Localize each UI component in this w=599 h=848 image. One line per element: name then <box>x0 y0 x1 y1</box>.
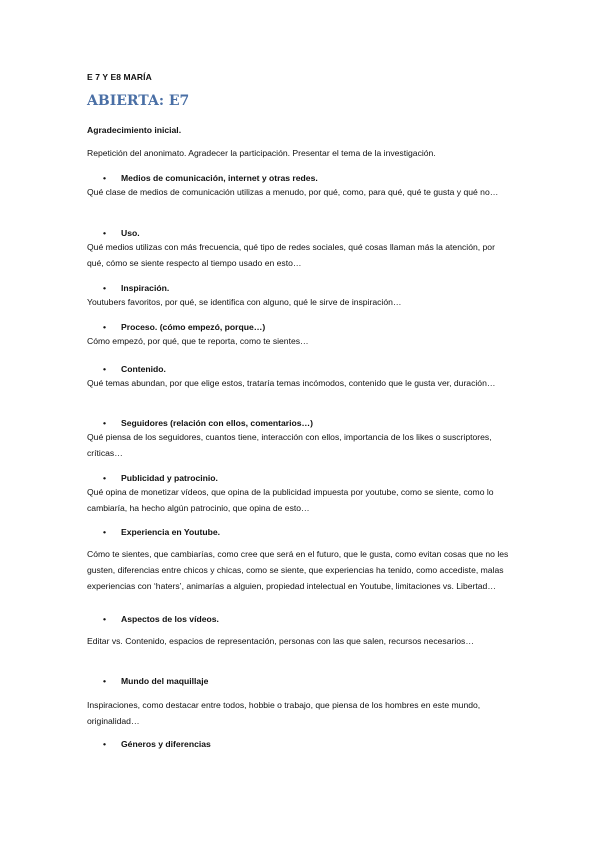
section-title: Proceso. (cómo empezó, porque…) <box>121 322 266 332</box>
section-text: Qué medios utilizas con más frecuencia, qué tipo de redes sociales, qué cosas llaman más la atención, por qué, cómo se siente respecto al tiempo usado en esto… <box>87 242 495 268</box>
section-text: Editar vs. Contenido, espacios de representación, personas con las que salen, recursos necesarios… <box>87 636 474 646</box>
section-title: Mundo del maquillaje <box>121 676 209 686</box>
intro-text: Repetición del anonimato. Agradecer la participación. Presentar el tema de la investigación. <box>87 148 436 158</box>
bullet-icon: • <box>103 173 107 183</box>
bullet-icon: • <box>103 228 107 238</box>
bullet-icon: • <box>103 614 107 624</box>
section-text: Cómo empezó, por qué, que te reporta, como te sientes… <box>87 336 309 346</box>
section-text: Qué temas abundan, por que elige estos, trataría temas incómodos, contenido que le gusta ver, duración… <box>87 378 496 388</box>
section-title: Experiencia en Youtube. <box>121 527 221 537</box>
bullet-icon: • <box>103 364 107 374</box>
bullet-icon: • <box>103 283 107 293</box>
bullet-icon: • <box>103 739 107 749</box>
section-text: Qué piensa de los seguidores, cuantos tiene, interacción con ellos, importancia de los likes o suscriptores, críticas… <box>87 432 492 458</box>
section-title: Inspiración. <box>121 283 170 293</box>
section-text: Qué opina de monetizar vídeos, que opina de la publicidad impuesta por youtube, como se siente, como lo cambiaría, ha hecho algún patrocinio, que opina de esto… <box>87 487 494 513</box>
section-title: Géneros y diferencias <box>121 739 211 749</box>
section-title: Contenido. <box>121 364 166 374</box>
intro-heading: Agradecimiento inicial. <box>87 125 182 135</box>
section-text: Inspiraciones, como destacar entre todos, hobbie o trabajo, que piensa de los hombres en este mundo, originalidad… <box>87 700 481 726</box>
bullet-icon: • <box>103 418 107 428</box>
document-header: E 7 Y E8 MARÍA <box>87 72 152 82</box>
document-title: ABIERTA: E7 <box>87 93 190 109</box>
section-text: Cómo te sientes, que cambiarías, como cree que será en el futuro, que le gusta, como evitan cosas que no les gusten, diferencias entre chicos y chicas, como se siente, que experiencias ha tenido, como accediste, malas experiencias con ‘haters’, animarías a alguien, propiedad intelectual en Youtube, limitaciones vs. Libertad… <box>87 549 509 591</box>
section-title: Uso. <box>121 228 140 238</box>
bullet-icon: • <box>103 322 107 332</box>
section-text: Qué clase de medios de comunicación utilizas a menudo, por qué, como, para qué, qué te gusta y qué no… <box>87 187 499 197</box>
section-title: Publicidad y patrocinio. <box>121 473 218 483</box>
section-title: Aspectos de los vídeos. <box>121 614 219 624</box>
bullet-icon: • <box>103 676 107 686</box>
section-text: Youtubers favoritos, por qué, se identifica con alguno, qué le sirve de inspiración… <box>87 297 402 307</box>
bullet-icon: • <box>103 527 107 537</box>
section-title: Seguidores (relación con ellos, comentarios…) <box>121 418 313 428</box>
section-title: Medios de comunicación, internet y otras redes. <box>121 173 318 183</box>
bullet-icon: • <box>103 473 107 483</box>
